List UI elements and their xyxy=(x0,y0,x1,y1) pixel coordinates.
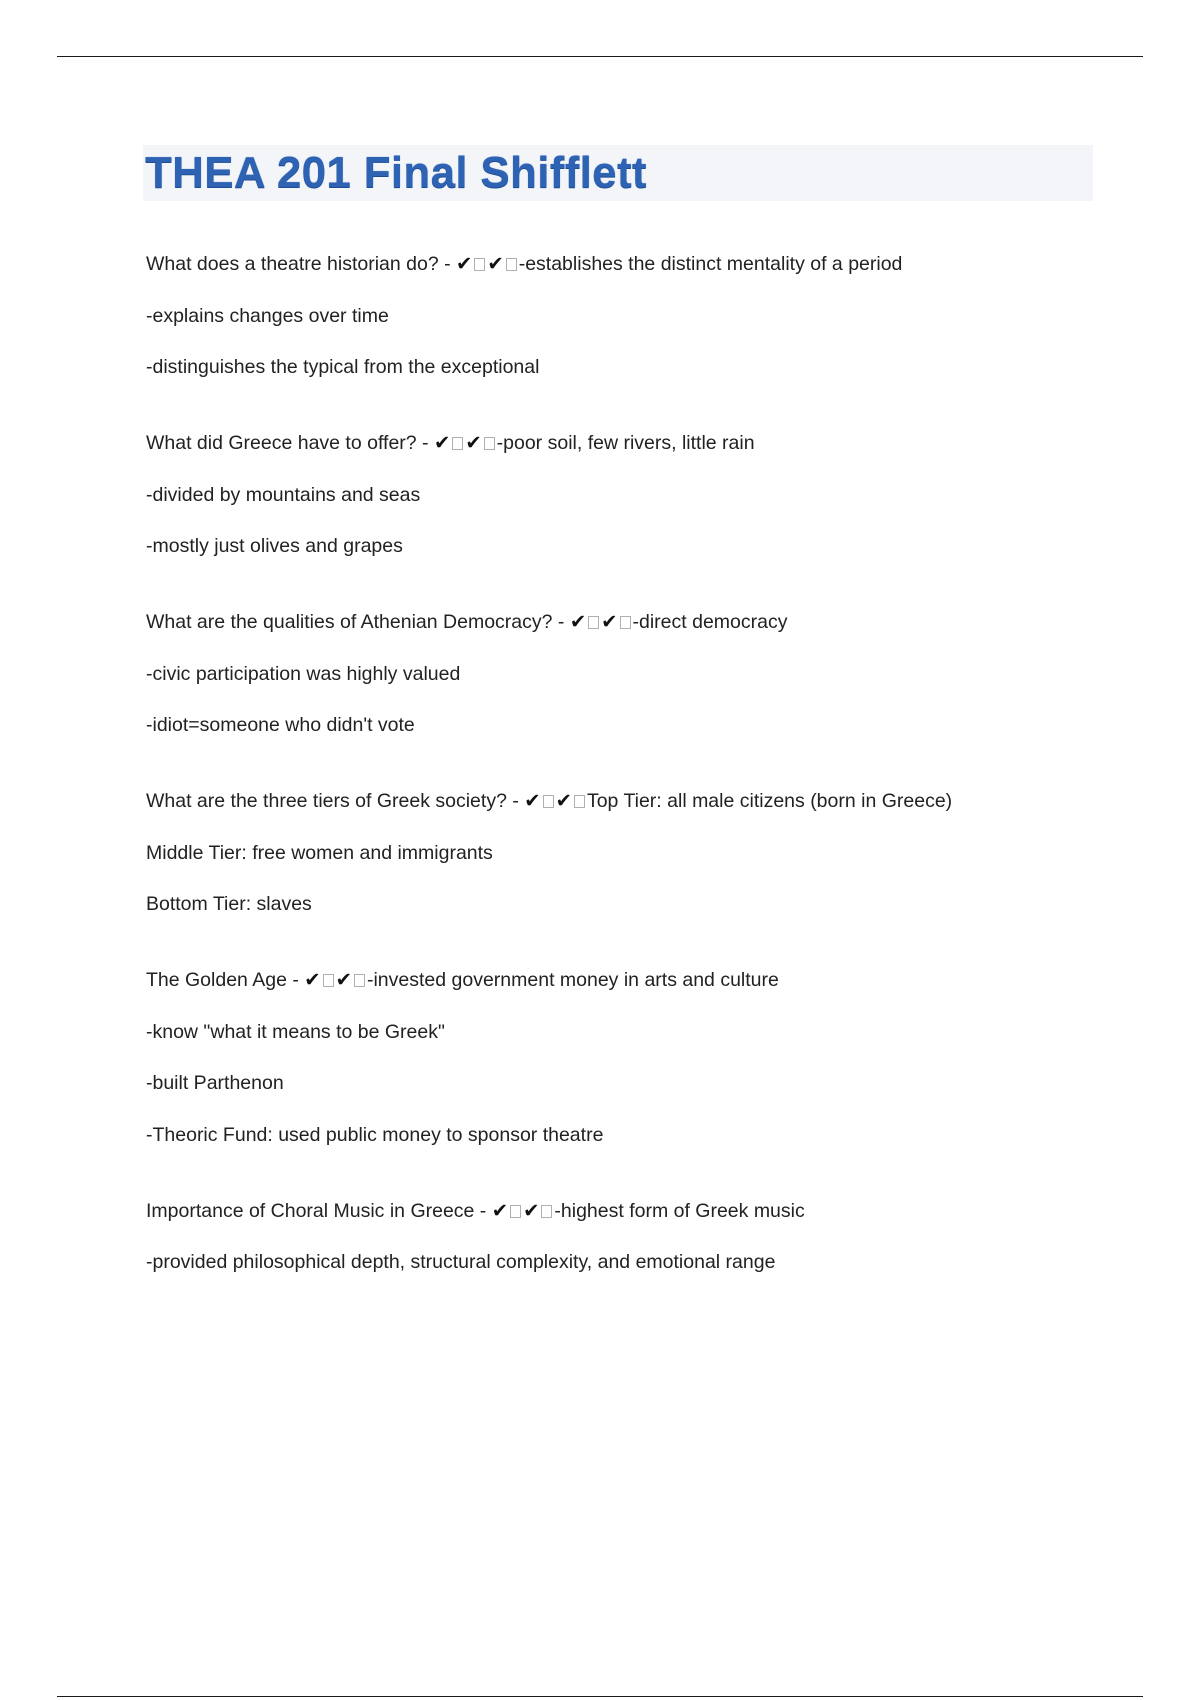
question-text: What did Greece have to offer? - xyxy=(146,432,434,454)
flashcard-question-line xyxy=(146,968,1146,992)
question-text: What does a theatre historian do? - xyxy=(146,253,457,275)
missing-glyph-box-icon xyxy=(354,974,365,987)
answer-detail-line: Middle Tier: free women and immigrants xyxy=(146,841,493,864)
answer-detail-line: -provided philosophical depth, structural complexity, and emotional range xyxy=(146,1251,776,1273)
checkmark-icon: ✔ xyxy=(465,431,482,454)
footer-rule xyxy=(57,1696,1143,1697)
flashcard-question-line xyxy=(146,1199,1146,1223)
flashcard xyxy=(146,610,1146,737)
missing-glyph-box-icon xyxy=(543,795,554,808)
flashcard xyxy=(146,431,1146,558)
checkmark-icon: ✔ xyxy=(335,968,352,991)
missing-glyph-box-icon xyxy=(474,258,485,271)
question-text: What are the qualities of Athenian Democracy? - xyxy=(146,611,570,633)
flashcard xyxy=(146,968,1146,1147)
answer-text: -direct democracy xyxy=(632,611,788,633)
flashcard-list xyxy=(146,252,1146,1326)
checkmark-icon: ✔ xyxy=(456,252,473,275)
flashcard-question-line xyxy=(146,431,1146,455)
question-text: Importance of Choral Music in Greece - xyxy=(146,1199,492,1222)
answer-detail-line: -explains changes over time xyxy=(146,304,389,327)
checkmark-icon: ✔ xyxy=(601,610,618,633)
question-text: What are the three tiers of Greek society? - xyxy=(146,790,525,812)
answer-text: -poor soil, few rivers, little rain xyxy=(496,432,755,454)
checkmark-icon: ✔ xyxy=(491,1198,509,1222)
answer-detail-line: -distinguishes the typical from the exceptional xyxy=(146,356,540,378)
checkmark-icon: ✔ xyxy=(569,610,587,633)
missing-glyph-box-icon xyxy=(588,616,599,629)
checkmark-icon: ✔ xyxy=(304,968,321,991)
checkmark-icon: ✔ xyxy=(487,252,504,275)
answer-detail-line: -built Parthenon xyxy=(146,1072,284,1094)
flashcard-question-line xyxy=(146,789,1146,813)
answer-detail-line: -Theoric Fund: used public money to sponsor theatre xyxy=(146,1123,604,1146)
answer-detail-line: -mostly just olives and grapes xyxy=(146,535,403,557)
checkmark-icon: ✔ xyxy=(433,431,451,454)
checkmark-icon: ✔ xyxy=(523,1198,540,1222)
answer-text: -invested government money in arts and culture xyxy=(366,969,779,991)
missing-glyph-box-icon xyxy=(484,437,495,450)
missing-glyph-box-icon xyxy=(574,795,585,808)
answer-detail-line: Bottom Tier: slaves xyxy=(146,893,312,915)
checkmark-icon: ✔ xyxy=(524,789,541,812)
missing-glyph-box-icon xyxy=(506,258,517,271)
flashcard xyxy=(146,252,1146,379)
missing-glyph-box-icon xyxy=(620,616,631,629)
flashcard xyxy=(146,789,1146,916)
missing-glyph-box-icon xyxy=(452,437,463,450)
flashcard-question-line xyxy=(146,610,1146,634)
answer-detail-line: -idiot=someone who didn't vote xyxy=(146,714,415,736)
answer-detail-line: -divided by mountains and seas xyxy=(146,483,421,506)
answer-text: Top Tier: all male citizens (born in Greece) xyxy=(586,790,953,812)
missing-glyph-box-icon xyxy=(510,1205,521,1218)
answer-detail-line: -know "what it means to be Greek" xyxy=(146,1020,445,1043)
missing-glyph-box-icon xyxy=(541,1205,552,1218)
header-rule xyxy=(57,56,1143,57)
flashcard xyxy=(146,1199,1146,1275)
answer-text: -establishes the distinct mentality of a period xyxy=(518,253,903,275)
checkmark-icon: ✔ xyxy=(555,789,572,812)
answer-detail-line: -civic participation was highly valued xyxy=(146,662,461,685)
flashcard-question-line xyxy=(146,252,1146,276)
question-text: The Golden Age - xyxy=(146,969,305,991)
answer-text: -highest form of Greek music xyxy=(554,1199,805,1222)
missing-glyph-box-icon xyxy=(323,974,334,987)
page-title: THEA 201 Final Shifflett xyxy=(145,148,647,197)
